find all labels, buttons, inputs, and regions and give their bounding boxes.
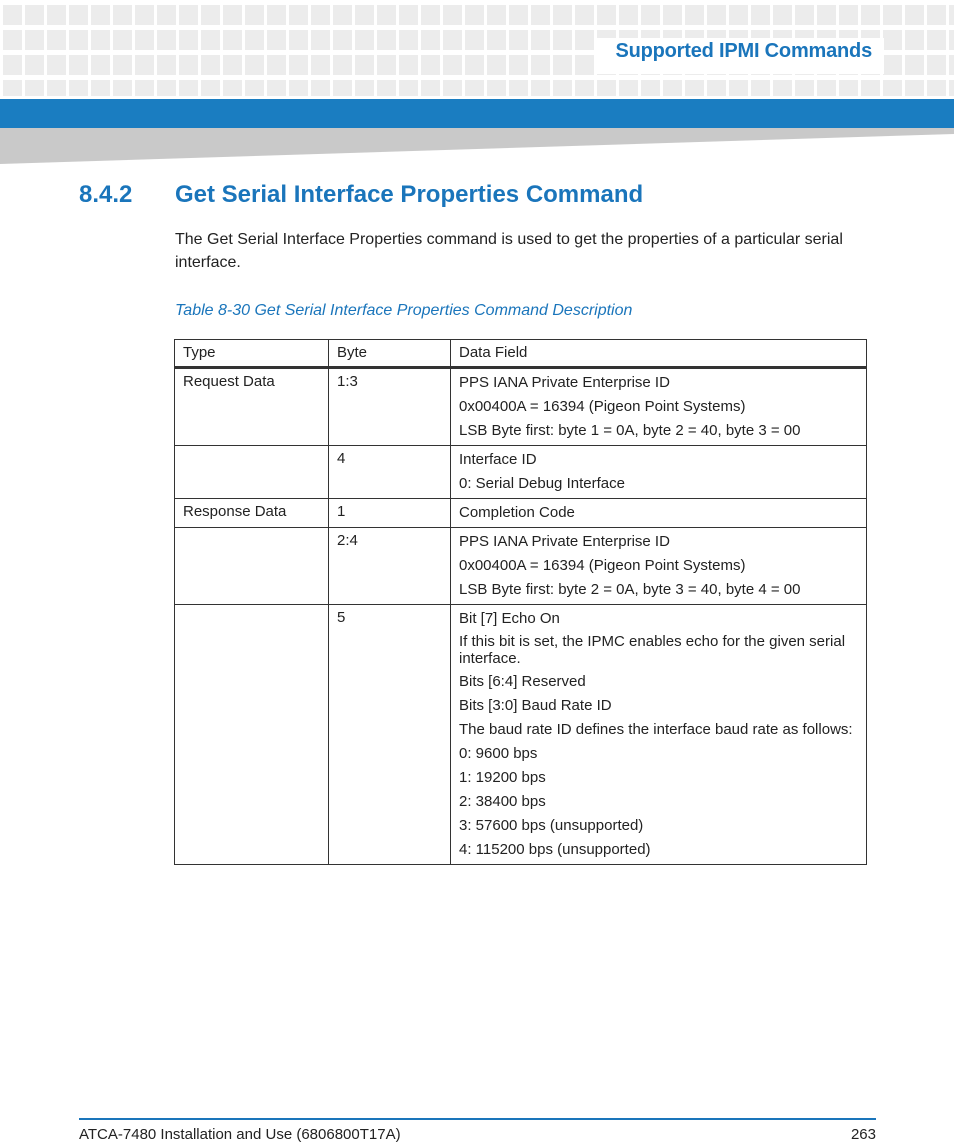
cell-byte: 1:3 — [329, 368, 451, 446]
data-line: Bit [7] Echo On — [459, 610, 560, 627]
command-description-table — [174, 339, 867, 865]
column-header-type: Type — [175, 340, 329, 368]
header-blue-bar — [0, 99, 954, 128]
data-line: 1: 19200 bps — [459, 769, 546, 786]
footer-rule — [79, 1118, 876, 1120]
header-gray-wedge — [0, 128, 954, 164]
data-line: PPS IANA Private Enterprise ID — [459, 533, 670, 550]
footer-document-title: ATCA-7480 Installation and Use (6806800T17A) — [79, 1126, 401, 1143]
table-row — [175, 528, 867, 605]
data-line: 2: 38400 bps — [459, 793, 546, 810]
cell-byte: 5 — [329, 605, 451, 865]
section-title: Get Serial Interface Properties Command — [175, 181, 644, 208]
data-line: If this bit is set, the IPMC enables echo for the given serial interface. — [459, 633, 846, 667]
cell-data-field — [451, 499, 867, 528]
table-header-row — [175, 340, 867, 368]
cell-data-field — [451, 446, 867, 499]
intro-paragraph: The Get Serial Interface Properties command is used to get the properties of a particular serial interface. — [175, 231, 843, 271]
running-header-title: Supported IPMI Commands — [615, 40, 872, 62]
table-row — [175, 605, 867, 865]
footer-page-number: 263 — [850, 1126, 876, 1143]
table-row — [175, 446, 867, 499]
data-line: LSB Byte first: byte 1 = 0A, byte 2 = 40, byte 3 = 00 — [459, 422, 801, 439]
cell-byte: 2:4 — [329, 528, 451, 605]
cell-type — [175, 528, 329, 605]
data-line: The baud rate ID defines the interface baud rate as follows: — [459, 721, 853, 738]
data-line: 0: Serial Debug Interface — [459, 475, 625, 492]
cell-byte: 1 — [329, 499, 451, 528]
cell-data-field — [451, 528, 867, 605]
table-row — [175, 499, 867, 528]
data-line: PPS IANA Private Enterprise ID — [459, 374, 670, 391]
data-line: 0: 9600 bps — [459, 745, 538, 762]
table-caption: Table 8-30 Get Serial Interface Properties Command Description — [175, 302, 633, 319]
data-line: 0x00400A = 16394 (Pigeon Point Systems) — [459, 398, 746, 415]
cell-type — [175, 605, 329, 865]
data-line: 3: 57600 bps (unsupported) — [459, 817, 644, 834]
data-line: Bits [6:4] Reserved — [459, 673, 586, 690]
data-line: Completion Code — [459, 504, 575, 521]
data-line: LSB Byte first: byte 2 = 0A, byte 3 = 40, byte 4 = 00 — [459, 581, 801, 598]
cell-data-field — [451, 368, 867, 446]
column-header-byte: Byte — [329, 340, 451, 368]
cell-type: Response Data — [175, 499, 329, 528]
section-heading — [79, 181, 643, 209]
table-row — [175, 368, 867, 446]
cell-byte: 4 — [329, 446, 451, 499]
data-line: Bits [3:0] Baud Rate ID — [459, 697, 612, 714]
data-line: 4: 115200 bps (unsupported) — [459, 841, 651, 858]
data-line: Interface ID — [459, 451, 537, 468]
section-number: 8.4.2 — [79, 181, 133, 208]
cell-type — [175, 446, 329, 499]
data-line: 0x00400A = 16394 (Pigeon Point Systems) — [459, 557, 746, 574]
cell-data-field — [451, 605, 867, 865]
cell-type: Request Data — [175, 368, 329, 446]
column-header-data-field: Data Field — [451, 340, 867, 368]
